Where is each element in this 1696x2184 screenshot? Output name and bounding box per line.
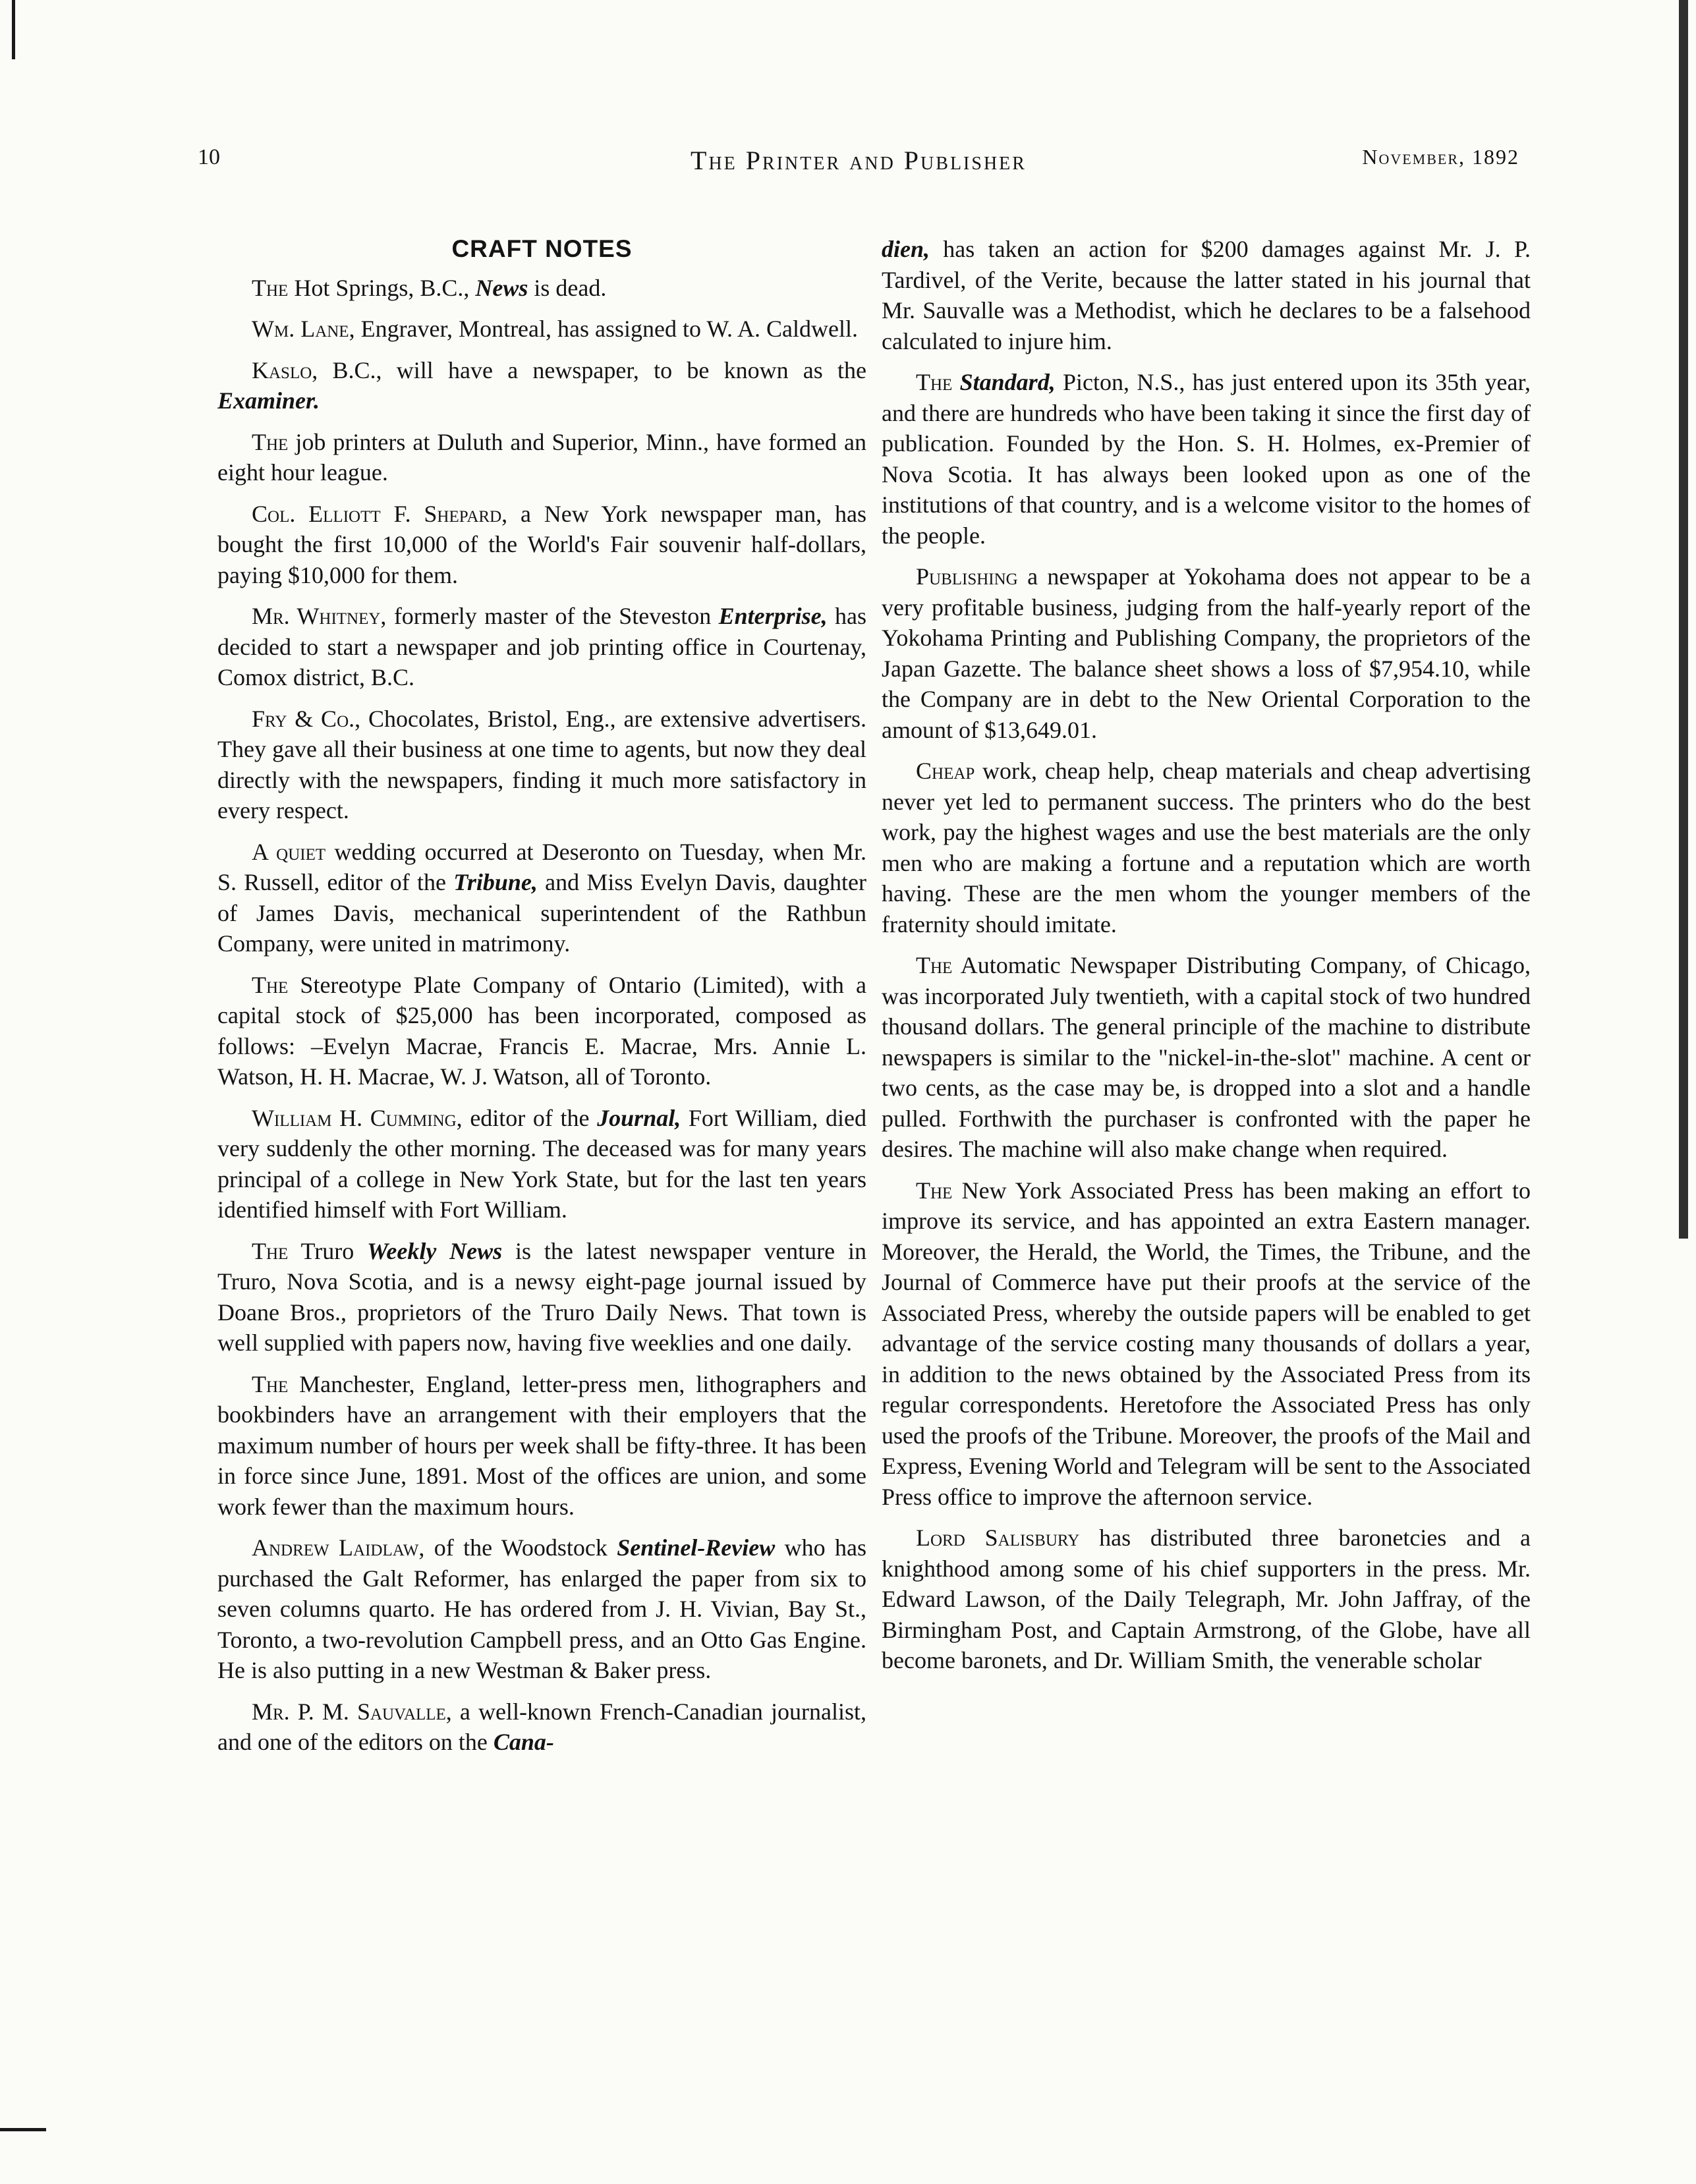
paragraph-lead: The [252,428,289,455]
paragraph-text: who has purchased the Galt Reformer, has enlarged the paper from six to seven columns quarto. He has ordered from J. H. Vivian, Bay St., Toronto, a two-revolution Campbell press, and an Otto Gas Engine. He is also putting in a new Westman & Baker press. [217,1534,866,1683]
paragraph-lead: The [252,1237,289,1264]
news-paragraph [217,314,866,345]
news-paragraph [217,837,866,959]
page-header [198,145,1519,184]
paragraph-emphasis: Tribune, [453,869,538,895]
paragraph-text: is the latest newspaper venture in Truro, Nova Scotia, and is a newsy eight-page journal issued by Doane Bros., proprietors of the Truro Daily News. That town is well supplied with papers now, having five weeklies and one daily. [217,1237,866,1356]
paragraph-emphasis: Examiner. [217,387,320,414]
left-column [217,234,866,2026]
scan-edge-mark-bottom [0,2128,46,2131]
paragraph-text: Chocolates, Bristol, Eng., are extensive advertisers. They gave all their business at one time to agents, but now they deal directly with the newspapers, finding it much more satisfactory in every respect. [217,705,866,824]
paragraph-lead: Kaslo, [252,356,318,383]
scan-edge-mark-left [12,0,15,59]
right-column [882,234,1531,2026]
news-paragraph [882,756,1531,939]
paragraph-lead: The [916,952,953,978]
paragraph-lead: The [916,1177,953,1204]
paragraph-text: work, cheap help, cheap materials and cheap advertising never yet led to permanent success. The printers who do the best work, pay the highest wages and use the best materials are the only men who are making a fortune and a reputation which are worth having. These are the men whom the younger members of the fraternity should imitate. [882,758,1531,938]
paragraph-lead: Wm. Lane, [252,316,355,342]
paragraph-lead: Cheap [916,758,975,784]
paragraph-lead: The [252,1370,289,1397]
paragraph-text: a well-known French-Canadian journalist, and one of the editors on the [217,1698,866,1755]
paragraph-emphasis: Standard, [952,369,1056,395]
paragraph-emphasis: Sentinel-Review [617,1534,776,1561]
news-paragraph [882,561,1531,745]
paragraph-text: has decided to start a newspaper and job printing office in Courtenay, Comox district, B.C. [217,603,866,690]
paragraph-text: of the Woodstock [424,1534,617,1561]
news-paragraph [217,1369,866,1523]
section-heading: CRAFT NOTES [451,235,633,262]
paragraph-text: Picton, N.S., has just entered upon its 35th year, and there are hundreds who have been taking it since the first day of publication. Founded by the Hon. S. H. Holmes, ex-Premier of Nova Scotia. It has always been looked upon as one of the institutions of that country, and is a welcome visitor to the homes of the people. [882,369,1531,549]
paragraph-lead: Mr. Whitney, [252,603,387,629]
paragraph-text: B.C., will have a newspaper, to be known as the [318,356,866,383]
paragraph-emphasis: Weekly News [367,1237,503,1264]
paragraph-emphasis: Enterprise, [718,603,828,629]
paragraph-lead: The [252,971,289,998]
paragraph-text: Hot Springs, B.C., [288,274,476,301]
paragraph-lead: Lord Salisbury [916,1525,1080,1551]
paragraph-text: Engraver, Montreal, has assigned to W. A. Caldwell. [354,316,858,342]
paragraph-lead: The [252,274,289,301]
paragraph-text: has distributed three baronetcies and a knighthood among some of his chief supporters in the press. Mr. Edward Lawson, of the Daily Telegraph, Mr. John Jaffray, of the Birmingham Post, and Captain Armstrong, of the Globe, have all become baronets, and Dr. William Smith, the venerable scholar [882,1525,1531,1673]
paragraph-emphasis: Cana- [493,1729,554,1755]
paragraph-text: editor of the [462,1104,598,1131]
paragraph-lead: A quiet [252,838,326,865]
paragraph-lead: William H. Cumming, [252,1104,463,1131]
paragraph-text: Truro [288,1237,368,1264]
news-paragraph [217,601,866,693]
paragraph-emphasis: dien, [882,236,930,262]
news-paragraph [217,273,866,304]
paragraph-lead: Col. Elliott F. Shepard, [252,500,508,527]
news-paragraph [217,1236,866,1358]
paragraph-lead: Publishing [916,563,1018,590]
news-paragraph [217,1532,866,1686]
paragraph-text: wedding occurred at Deseronto on Tuesday, when Mr. S. Russell, editor of the [217,838,866,895]
paragraph-lead: The [916,369,953,395]
running-title: The Printer and Publisher [691,146,1027,175]
paragraph-text: Automatic Newspaper Distributing Company, of Chicago, was incorporated July twentieth, with a capital stock of two hundred thousand dollars. The general principle of the machine to distribute newspapers is similar to the "nickel-in-the-slot" machine. A cent or two cents, as the case may be, is dropped into a slot and a handle pulled. Forthwith the purchaser is confronted with the paper he desires. The machine will also make change when required. [882,952,1531,1162]
paragraph-lead: Fry & Co., [252,705,361,732]
news-paragraph [882,1175,1531,1513]
paragraph-lead: Mr. P. M. Sauvalle, [252,1698,452,1725]
paragraph-text: formerly master of the Steveston [386,603,719,629]
issue-date: November, 1892 [1362,145,1519,169]
news-paragraph [217,970,866,1092]
news-paragraph [217,704,866,826]
scan-edge-mark-right [1679,0,1688,1239]
paragraph-text: and Miss Evelyn Davis, daughter of James Davis, mechanical superintendent of the Rathbun Company, were united in matrimony. [217,869,866,957]
paragraph-lead: Andrew Laidlaw, [252,1534,425,1561]
paragraph-text: job printers at Duluth and Superior, Minn., have formed an eight hour league. [217,428,866,486]
paragraph-emphasis: News [475,274,528,301]
news-paragraph [217,355,866,416]
paragraph-text: New York Associated Press has been making an effort to improve its service, and has appointed an extra Eastern manager. Moreover, the Herald, the World, the Times, the Tribune, and the Journal of Commerce have put their proofs at the service of the Associated Press, whereby the outside papers will be enabled to get advantage of the service costing many thousands of dollars a year, in addition to the news obtained by the Associated Press from its regular correspondents. Heretofore the Associated Press has only used the proofs of the Tribune. Moreover, the proofs of the Mail and Express, Evening World and Telegram will be sent to the Associated Press office to improve the afternoon service. [882,1177,1531,1510]
news-paragraph [217,1103,866,1225]
news-paragraph [217,499,866,591]
news-paragraph [882,1523,1531,1676]
news-paragraph [217,427,866,488]
paragraph-text: Stereotype Plate Company of Ontario (Limited), with a capital stock of $25,000 has been incorporated, composed as follows: –Evelyn Macrae, Francis E. Macrae, Mrs. Annie L. Watson, H. H. Macrae, W. J. Watson, all of Toronto. [217,971,866,1090]
paragraph-text: Manchester, England, letter-press men, lithographers and bookbinders have an arrangement with their employers that the maximum number of hours per week shall be fifty-three. It has been in force since June, 1891. Most of the offices are union, and some work fewer than the maximum hours. [217,1370,866,1520]
paragraph-text: Fort William, died very suddenly the other morning. The deceased was for many years principal of a college in New York State, but for the last ten years identified himself with Fort William. [217,1104,866,1223]
paragraph-text: a New York newspaper man, has bought the first 10,000 of the World's Fair souvenir half-dollars, paying $10,000 for them. [217,500,866,588]
paragraph-text: has taken an action for $200 damages against Mr. J. P. Tardivel, of the Verite, because the latter stated in his journal that Mr. Sauvalle was a Methodist, which he declares to be a falsehood calculated to injure him. [882,236,1531,354]
paragraph-text: is dead. [528,274,607,301]
paragraph-text: a newspaper at Yokohama does not appear to be a very profitable business, judging from the half-yearly report of the Yokohama Printing and Publishing Company, the proprietors of the Japan Gazette. The balance sheet shows a loss of $7,954.10, while the Company are in debt to the New Oriental Corporation to the amount of $13,649.01. [882,563,1531,743]
paragraph-emphasis: Journal, [597,1104,681,1131]
news-paragraph [882,234,1531,356]
news-paragraph [882,367,1531,551]
page-number: 10 [198,145,220,169]
news-paragraph [217,1696,866,1758]
news-paragraph [882,950,1531,1165]
